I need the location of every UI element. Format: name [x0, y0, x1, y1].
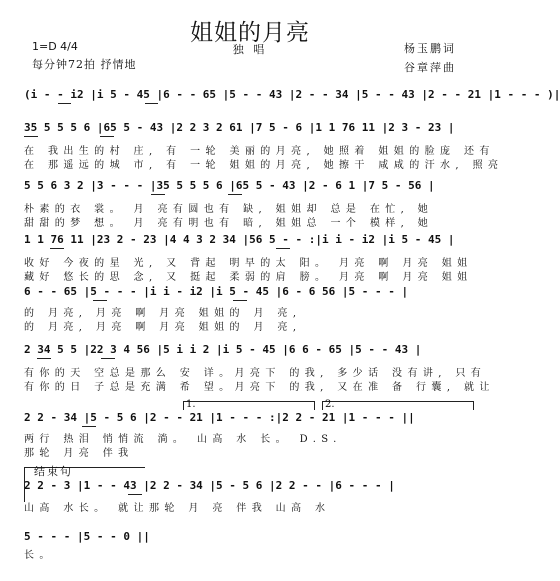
second-ending-bracket: [322, 401, 474, 410]
notation-line: 5 5 6 3 2 |3 - - - |35 5 5 5 6 |65 5 - 43 |2 - 6 1 |7 5 - 56 |: [24, 179, 435, 192]
notation-line: 2 34 5 5 |22 3 4 56 |5 i i 2 |i 5 - 45 |6 6 - 65 |5 - - 43 |: [24, 343, 422, 356]
notation-line: 2 2 - 34 |5 - 5 6 |2 - - 21 |1 - - - :|2 2 - 21 |1 - - - ||: [24, 411, 415, 424]
notation-line: 1 1 76 11 |23 2 - 23 |4 4 3 2 34 |56 5 - - :|i i - i2 |i 5 - 45 |: [24, 233, 455, 246]
notation-line: 6 - - 65 |5 - - - |i i - i2 |i 5 - 45 |6 - 6 56 |5 - - - |: [24, 285, 409, 298]
lyrics-verse-1: 有你的天 空总是那么 安 详。月亮下 的我, 多少话 没有讲, 只有: [24, 368, 487, 379]
first-ending-bracket: [183, 401, 315, 410]
song-title: 姐姐的月亮: [190, 20, 310, 46]
lyrics-verse-1: 的 月亮, 月亮 啊 月亮 姐姐的 月 亮,: [24, 308, 302, 319]
lyrics-verse-2: 在 那遥远的城 市, 有 一轮 姐姐的月亮, 她擦干 咸咸的汗水, 照亮: [24, 160, 504, 171]
lyrics-line: 山高 水长。 就让那轮 月 亮 伴我 山高 水: [24, 503, 331, 514]
lyrics-verse-1: 朴素的衣 裳。 月 亮有圆也有 缺, 姐姐却 总是 在忙, 她: [24, 204, 434, 215]
first-ending-label: 1.: [186, 399, 196, 410]
coda-label: 结束句: [34, 465, 73, 478]
lyrics-verse-1: 两行 热泪 悄悄流 淌。 山高 水 长。 D.S.: [24, 434, 342, 445]
lyrics-verse-2: 那轮 月亮 伴我: [24, 448, 134, 459]
second-ending-label: 2.: [325, 399, 335, 410]
lyrics-verse-2: 藏好 悠长的思 念, 又 挺起 柔弱的肩 膀。 月亮 啊 月亮 姐姐: [24, 272, 473, 283]
composer-credit: 谷章萍曲: [404, 61, 456, 74]
tempo-marking: 每分钟72拍 抒情地: [32, 58, 137, 71]
notation-line: 2 2 - 3 |1 - - 43 |2 2 - 34 |5 - 5 6 |2 2 - - |6 - - - |: [24, 479, 395, 492]
lyrics-verse-2: 的 月亮, 月亮 啊 月亮 姐姐的 月 亮,: [24, 322, 302, 333]
notation-line: (i - - i2 |i 5 - 45 |6 - - 65 |5 - - 43 |2 - - 34 |5 - - 43 |2 - - 21 |1 - - - )|: [24, 88, 560, 101]
lyrics-line: 长。: [24, 550, 55, 561]
notation-line: 5 - - - |5 - - 0 ||: [24, 530, 150, 543]
lyrics-verse-1: 在 我出生的村 庄, 有 一轮 美丽的月亮, 她照着 姐姐的脸庞 还有: [24, 146, 495, 157]
performance-type: 独 唱: [232, 43, 268, 56]
lyrics-verse-2: 甜甜的梦 想。 月 亮有明也有 暗, 姐姐总 一个 模样, 她: [24, 218, 434, 229]
key-signature: 1=D 4/4: [32, 40, 78, 53]
lyrics-verse-2: 有你的日 子总是充满 希 望。月亮下 的我, 又在准 备 行囊, 就让: [24, 382, 495, 393]
lyrics-verse-1: 收好 今夜的星 光, 又 背起 明早的太 阳。 月亮 啊 月亮 姐姐: [24, 258, 473, 269]
lyricist-credit: 杨玉鹏词: [404, 42, 456, 55]
notation-line: 35 5 5 5 6 |65 5 - 43 |2 2 3 2 61 |7 5 - 6 |1 1 76 11 |2 3 - 23 |: [24, 121, 455, 134]
